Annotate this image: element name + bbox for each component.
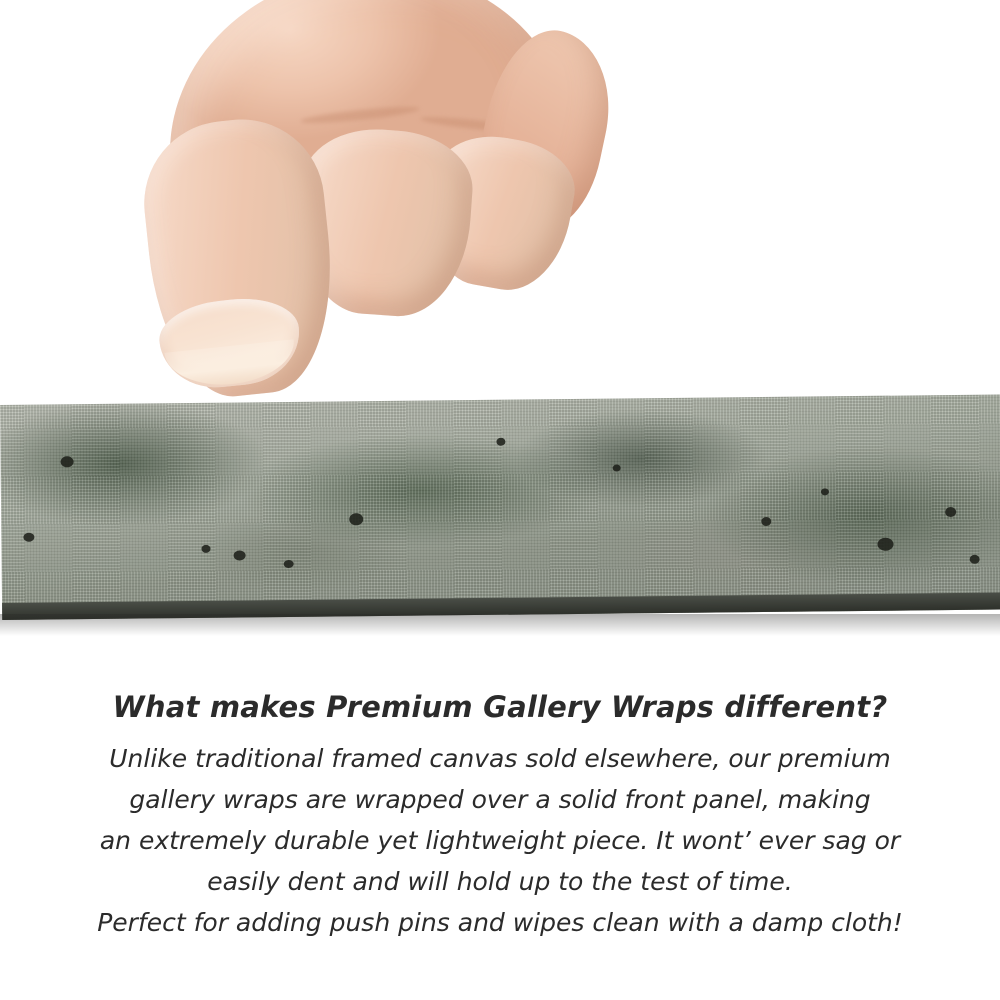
canvas-speck <box>496 438 505 446</box>
canvas-speck <box>821 488 829 495</box>
canvas-speck <box>349 513 363 525</box>
canvas-speck <box>234 550 246 560</box>
canvas-speck <box>23 533 34 542</box>
caption-title: What makes Premium Gallery Wraps different? <box>112 690 888 724</box>
hand-illustration <box>130 0 570 430</box>
canvas-speck <box>970 555 980 564</box>
canvas-speck <box>761 517 771 526</box>
caption-block <box>0 690 1000 943</box>
canvas-drop-shadow <box>0 614 1000 636</box>
caption-line: an extremely durable yet lightweight piece. It wont’ ever sag or <box>99 826 901 855</box>
caption-line: Perfect for adding push pins and wipes clean with a damp cloth! <box>97 908 903 937</box>
canvas-speck <box>613 465 621 472</box>
canvas-speck <box>284 560 294 568</box>
canvas-speck <box>61 456 74 467</box>
canvas-speck <box>945 507 956 517</box>
canvas-edge-strip <box>0 395 1000 620</box>
caption-line: gallery wraps are wrapped over a solid front panel, making <box>129 785 871 814</box>
canvas-speck <box>877 538 893 551</box>
knuckle-crease <box>300 104 420 126</box>
caption-line: easily dent and will hold up to the test of time. <box>207 867 793 896</box>
caption-line: Unlike traditional framed canvas sold elsewhere, our premium <box>109 744 891 773</box>
canvas-speck <box>201 545 210 553</box>
